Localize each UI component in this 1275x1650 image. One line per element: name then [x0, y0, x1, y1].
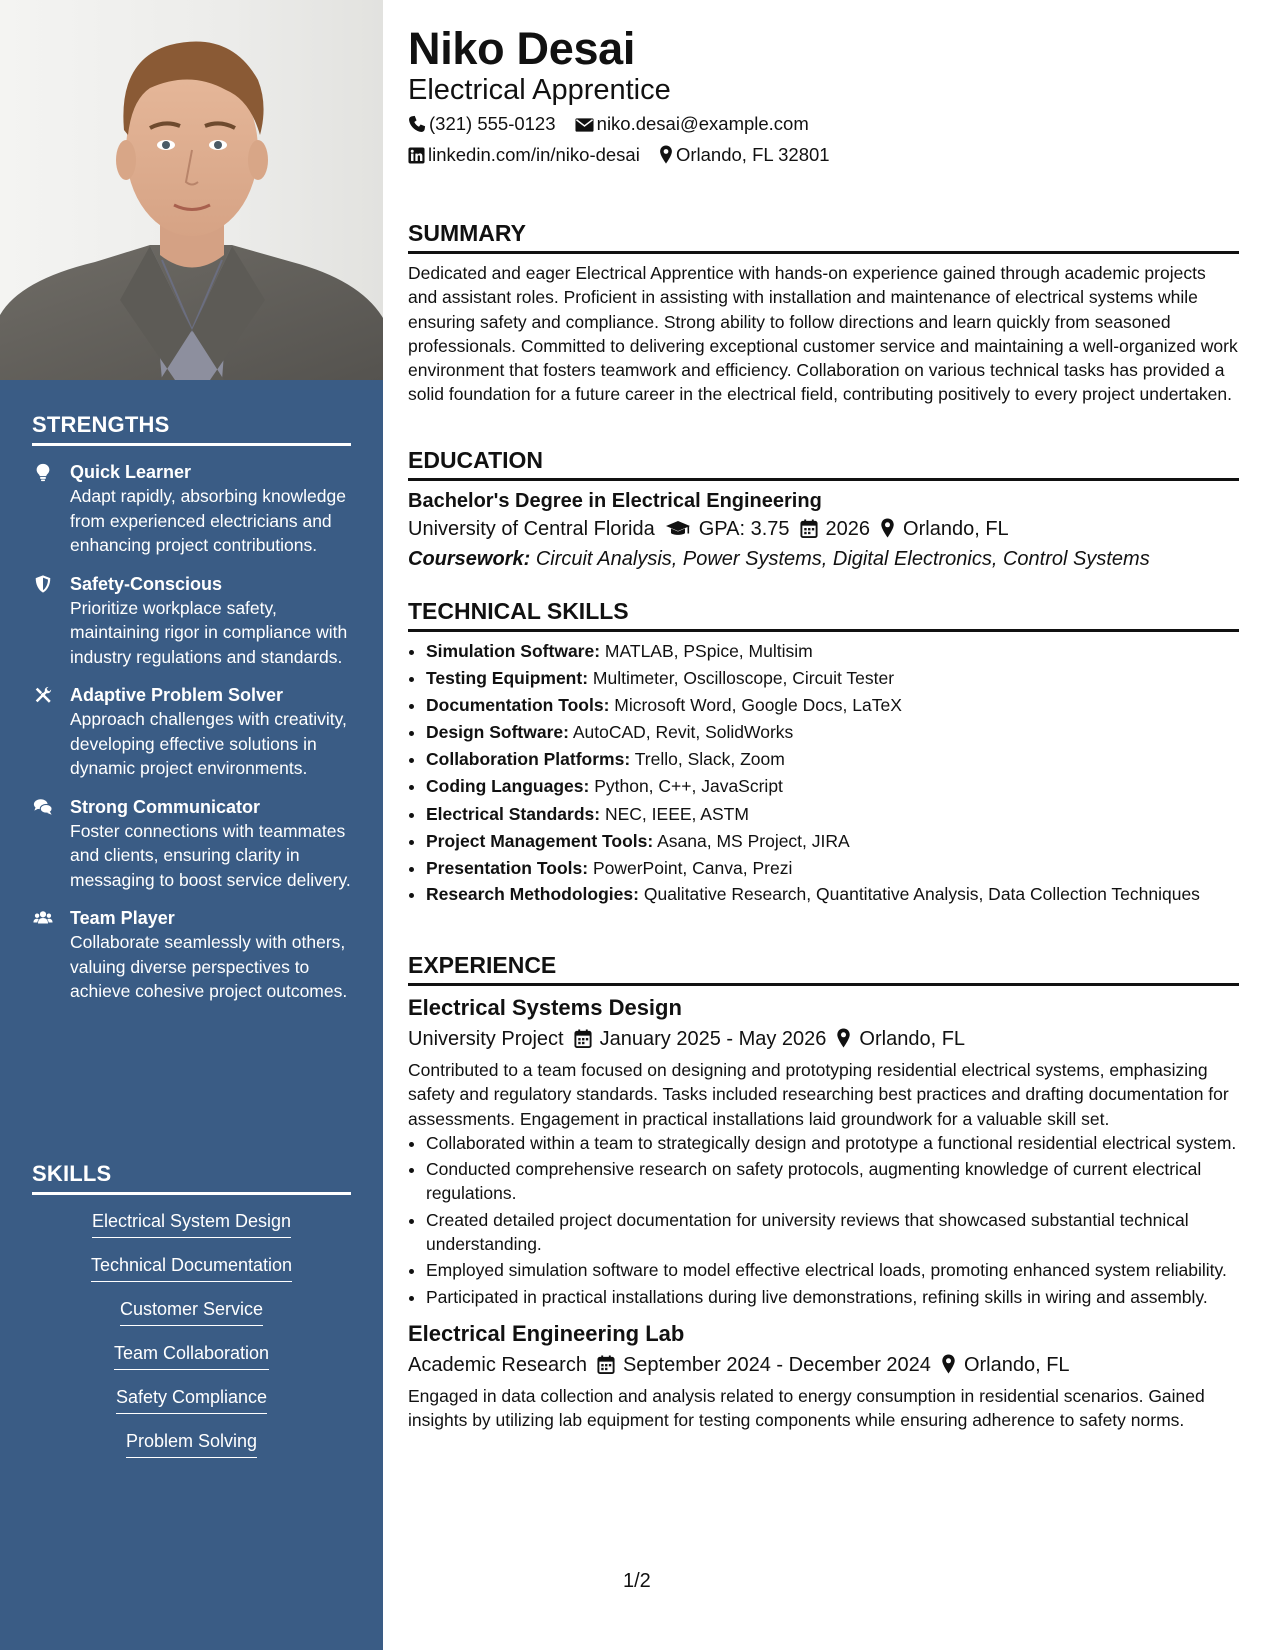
skill-value: Qualitative Research, Quantitative Analysis, Data Collection Techniques	[643, 883, 1200, 904]
phone-contact[interactable]	[408, 112, 556, 136]
skill-value: Python, C++, JavaScript	[594, 776, 783, 797]
strength-title: Safety-Conscious	[70, 573, 223, 594]
experience-title: EXPERIENCE	[408, 951, 1239, 986]
degree-name: Bachelor's Degree in Electrical Engineering	[408, 490, 822, 512]
skill-value: MATLAB, PSpice, Multisim	[604, 641, 813, 661]
school-location: Orlando, FL	[903, 518, 1009, 540]
phone-icon	[408, 115, 426, 133]
skill-value: Trello, Slack, Zoom	[634, 749, 785, 770]
users-icon	[32, 908, 54, 928]
skill-label: Testing Equipment:	[426, 668, 589, 689]
skill-value: Microsoft Word, Google Docs, LaTeX	[614, 695, 902, 716]
skill-value: PowerPoint, Canva, Prezi	[592, 857, 793, 878]
job-bullet: • Created detailed project documentation for university reviews that showcased substantial technical understanding.	[426, 1208, 1239, 1257]
lightbulb-icon	[32, 462, 54, 482]
job-dates: September 2024 - December 2024	[622, 1353, 931, 1376]
skill-value: Asana, MS Project, JIRA	[657, 830, 850, 851]
strengths-section	[32, 412, 351, 1004]
calendar-icon	[574, 1029, 592, 1048]
technical-skill-item	[426, 828, 1239, 855]
skill-value: NEC, IEEE, ASTM	[604, 803, 749, 824]
skills-list	[32, 1209, 351, 1458]
skills-title: SKILLS	[32, 1161, 351, 1195]
strength-title: Adaptive Problem Solver	[70, 685, 284, 705]
job-title: Electrical Engineering Lab	[408, 1320, 685, 1346]
skill-tag: Customer Service	[120, 1297, 263, 1326]
technical-skill-item	[426, 719, 1239, 746]
technical-skills-title: TECHNICAL SKILLS	[408, 597, 1239, 632]
education-meta	[408, 514, 1239, 544]
job-title: Electrical Systems Design	[408, 995, 682, 1020]
summary-text: Dedicated and eager Electrical Apprentice with hands-on experience gained through academic projects and assistant roles. Proficient in assisting with installation and maintenance of electrical systems while ensuring safety and compliance. Strong ability to follow directions and learn quickly from seasoned professionals. Committed to delivering exceptional customer service and maintaining a well-organized work environment that fosters teamwork and efficiency. Collaboration on various technical tasks has provided a solid foundation for a future career in the electrical field, contributing positively to every project undertaken.	[408, 263, 1238, 405]
strength-description: Collaborate seamlessly with others, valuing diverse perspectives to achieve cohesive project outcomes.	[70, 932, 348, 1001]
job-location: Orlando, FL	[859, 1028, 966, 1050]
page-number: 1/2	[623, 1570, 651, 1592]
portrait-illustration	[0, 0, 383, 380]
technical-skill-item	[426, 801, 1239, 828]
school-name: University of Central Florida	[408, 518, 655, 540]
coursework-label: Coursework:	[408, 548, 531, 570]
technical-skill-item	[426, 692, 1239, 719]
candidate-title: Electrical Apprentice	[408, 74, 671, 106]
technical-skill-item	[426, 773, 1239, 800]
skill-tag: Technical Documentation	[91, 1253, 292, 1282]
skill-label: Collaboration Platforms:	[426, 749, 631, 770]
strength-description: Prioritize workplace safety, maintaining rigor in compliance with industry regulations and standards.	[70, 597, 348, 667]
job-bullets	[408, 1131, 1239, 1309]
linkedin-icon	[408, 147, 425, 164]
skill-label: Coding Languages:	[426, 776, 590, 797]
map-pin-icon	[836, 1028, 851, 1048]
strength-title: Strong Communicator	[70, 796, 261, 817]
coursework-text: Circuit Analysis, Power Systems, Digital Electronics, Control Systems	[535, 548, 1150, 570]
summary-section	[408, 219, 1239, 407]
strength-item	[32, 906, 351, 1004]
gpa-text: GPA: 3.75	[698, 518, 790, 540]
job-dates: January 2025 - May 2026	[599, 1028, 827, 1050]
technical-skill-item	[426, 746, 1239, 773]
map-pin-icon	[659, 145, 673, 164]
experience-entry	[408, 1320, 1239, 1433]
job-description: Contributed to a team focused on designing and prototyping residential electrical systems, emphasizing safety and regulatory standards. Tasks included researching best practices and drafting documentation for assessments. Engagement in practical installations laid groundwork for a valuable skill set.	[408, 1060, 1229, 1129]
skill-label: Documentation Tools:	[426, 695, 610, 716]
skill-value: AutoCAD, Revit, SolidWorks	[572, 722, 794, 743]
linkedin-text: linkedin.com/in/niko-desai	[428, 144, 640, 165]
contact-line-2	[408, 143, 844, 167]
strength-description: Foster connections with teammates and clients, ensuring clarity in messaging to boost service delivery.	[70, 820, 351, 890]
tools-icon	[32, 685, 54, 705]
summary-title: SUMMARY	[408, 219, 1239, 254]
envelope-icon	[575, 117, 594, 133]
strength-description: Approach challenges with creativity, developing effective solutions in dynamic project environments.	[70, 709, 347, 778]
job-bullet: • Employed simulation software to model effective electrical loads, promoting enhanced system reliability.	[426, 1258, 1239, 1282]
skill-value: Multimeter, Oscilloscope, Circuit Tester	[592, 668, 895, 689]
skill-label: Research Methodologies:	[426, 883, 639, 904]
map-pin-icon	[941, 1354, 956, 1374]
job-description: Engaged in data collection and analysis related to energy consumption in residential scenarios. Gained insights by utilizing lab equipment for testing components while ensuring adherence to safety norms.	[408, 1385, 1205, 1431]
calendar-icon	[597, 1355, 615, 1374]
strength-title: Team Player	[70, 908, 175, 928]
location-contact	[659, 143, 830, 167]
technical-skill-item	[426, 855, 1239, 882]
job-meta	[408, 1024, 1239, 1054]
email-contact[interactable]	[575, 112, 809, 136]
skill-tag: Team Collaboration	[114, 1341, 269, 1370]
comments-icon	[32, 797, 54, 817]
job-organization: University Project	[408, 1028, 564, 1050]
skill-label: Project Management Tools:	[426, 830, 654, 851]
map-pin-icon	[880, 518, 895, 538]
skills-section	[32, 1161, 351, 1458]
shield-icon	[32, 574, 54, 594]
graduation-cap-icon	[665, 520, 691, 538]
education-section	[408, 446, 1239, 574]
coursework-line	[408, 544, 1239, 574]
job-meta	[408, 1350, 1239, 1380]
education-title: EDUCATION	[408, 446, 1239, 481]
phone-text: (321) 555-0123	[429, 113, 556, 134]
job-bullet: • Collaborated within a team to strategically design and prototype a functional residential electrical system.	[426, 1131, 1239, 1155]
linkedin-contact[interactable]	[408, 143, 640, 167]
technical-skill-item	[426, 638, 1239, 665]
strength-item	[32, 683, 351, 781]
graduation-year: 2026	[825, 518, 871, 540]
skill-label: Presentation Tools:	[426, 857, 589, 878]
job-bullet: • Conducted comprehensive research on safety protocols, augmenting knowledge of current electrical regulations.	[426, 1157, 1239, 1206]
strength-item	[32, 572, 351, 670]
sidebar	[0, 0, 383, 1650]
email-text: niko.desai@example.com	[596, 113, 809, 134]
technical-skill-item	[426, 882, 1239, 906]
skill-label: Electrical Standards:	[426, 803, 601, 824]
job-organization: Academic Research	[408, 1353, 587, 1376]
strength-item	[32, 795, 351, 893]
profile-photo	[0, 0, 383, 380]
calendar-icon	[800, 519, 818, 538]
job-bullet: • Participated in practical installations during live demonstrations, refining skills in wiring and assembly.	[426, 1285, 1239, 1309]
strength-description: Adapt rapidly, absorbing knowledge from experienced electricians and enhancing project contributions.	[70, 486, 346, 555]
technical-skills-list	[408, 638, 1239, 906]
technical-skill-item	[426, 665, 1239, 692]
experience-section	[408, 951, 1239, 1433]
contact-line-1	[408, 112, 823, 136]
location-text: Orlando, FL 32801	[675, 144, 830, 165]
skill-tag: Safety Compliance	[116, 1385, 267, 1414]
job-location: Orlando, FL	[963, 1353, 1070, 1376]
experience-entry	[408, 994, 1239, 1309]
candidate-name: Niko Desai	[408, 23, 636, 74]
skill-label: Simulation Software:	[426, 641, 601, 661]
strengths-title: STRENGTHS	[32, 412, 351, 446]
skill-tag: Problem Solving	[126, 1429, 257, 1458]
skill-tag: Electrical System Design	[92, 1209, 291, 1238]
technical-skills-section	[408, 597, 1239, 906]
skill-label: Design Software:	[426, 722, 569, 743]
strength-item	[32, 460, 351, 558]
strength-title: Quick Learner	[70, 462, 192, 482]
